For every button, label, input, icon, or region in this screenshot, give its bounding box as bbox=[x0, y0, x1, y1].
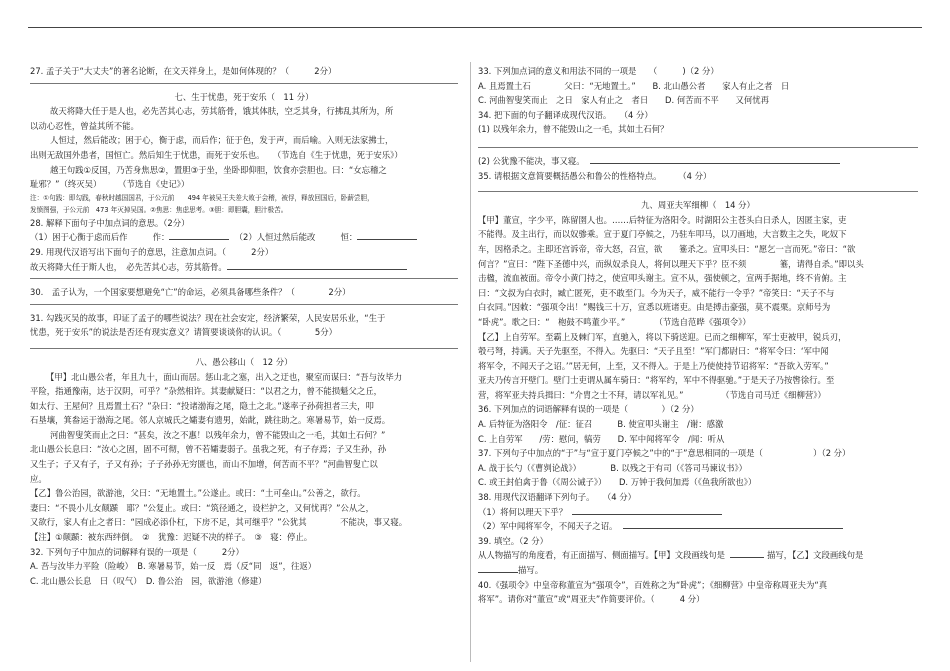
answer-line bbox=[478, 147, 918, 148]
question-31-line: 忧患，死于安乐”的说法是否还有现实意义？请简要谈谈你的认识。（ 5分） bbox=[30, 327, 337, 338]
passage-line: 河曲智叟笑而止之曰：“甚矣，汝之不惠！以残年余力，曾不能毁山之一毛，其如土石何？” bbox=[50, 429, 386, 440]
question-29: 29. 用现代汉语写出下面句子的意思，注意加点词。（ 2分） bbox=[30, 246, 274, 257]
question-36: 36. 下列加点的词语解释有误的一项是（ ）（2 分） bbox=[478, 404, 699, 415]
passage-line: 彀弓弩，持满。天子先驱至，不得入。先驱曰：“天子且至！”军门都尉曰：“将军令曰：‘军中闻 bbox=[478, 346, 829, 357]
passage-line: “卧虎”。歌之曰：“ 枹鼓不鸣董少平。” （节选自范晔《强项令》） bbox=[478, 316, 751, 327]
question-34-item-2: (2) 公犹豫不能决，事又寝。 bbox=[478, 155, 585, 166]
question-36-options-cd: C. 上自劳军 /劳：慰问，犒劳 D. 军中闻将军令 /闻：听从 bbox=[478, 433, 725, 444]
left-column bbox=[30, 64, 458, 588]
q28-item-1: （1）困于心衡于虑而后作 作： bbox=[30, 232, 170, 243]
question-33-options-cd: C. 河曲智叟笑而止 之日 家人有止之 者日 D. 何苦而不平 又何忧再 bbox=[478, 95, 769, 106]
passage-line: 妻曰：“不畏小儿女颠踬 耶？”公复止。或曰：“筑径通之，设栏护之，又何忧再？”公从之， bbox=[30, 502, 374, 513]
question-34: 34. 把下面的句子翻译成现代汉语。 （4 分） bbox=[478, 109, 653, 120]
passage-line: 曰：“文叔为白衣时，臧亡匿死，吏不敢至门。今为天子，威不能行一令乎？”帝笑曰：“天子不与 bbox=[478, 287, 835, 298]
answer-line bbox=[30, 348, 458, 349]
column-divider bbox=[470, 62, 471, 662]
passage-line: 又生子；子又有子，子又有孙；子子孙孙无穷匮也，而山不加增，何苦而不平？”河曲智叟亡以 bbox=[30, 459, 378, 470]
question-33-options-ab: A. 且焉置土石 父曰：“无地置土。” B. 北山愚公者 家人有止之者 日 bbox=[478, 80, 790, 91]
passage-line: 【甲】董宣，字少平，陈留圉人也。……后特征为洛阳令。时湖阳公主苍头白日杀人，因匿主家，吏 bbox=[478, 214, 847, 225]
question-37-options-cd: C. 或王封伯禽于鲁（《周公诫子》） D. 万钟于我何加焉（《鱼我所欲也》） bbox=[478, 477, 757, 488]
question-30: 30. 孟子认为，一个国家要想避免“亡”的命运，必须具备哪些条件？（ 2分） bbox=[30, 287, 351, 298]
passage-line: 平险，指通豫南，达于汉阴，可乎？”杂然相许。其妻献疑曰：“以君之力，曾不能损魁父之丘， bbox=[30, 386, 383, 397]
question-29-sentence bbox=[30, 260, 458, 275]
question-35: 35. 请根据文意简要概括愚公和鲁公的性格特点。 （4 分） bbox=[478, 170, 712, 181]
question-32: 32. 下列句子中加点的词解释有误的一项是（ 2分） bbox=[30, 546, 244, 557]
footnote-line: 发愤图强，于公元前 473 年灭掉吴国。②焦思：焦虑思考。③胆：即胆囊，胆汁极苦。 bbox=[30, 205, 288, 214]
question-38-item-2: （2）军中闻将军令，不闻天子之诏。 bbox=[478, 521, 618, 532]
answer-blank[interactable] bbox=[478, 563, 518, 573]
question-38-item-1-row bbox=[478, 505, 918, 520]
question-28-items bbox=[30, 230, 458, 245]
answer-blank[interactable] bbox=[730, 548, 764, 558]
question-27: 27. 孟子关于“大丈夫”的著名论断，在文天祥身上，是如何体现的？（ 2分） bbox=[30, 66, 337, 76]
passage-line: 将军令，不闻天子之诏。’”居无何，上至，又不得入。于是上乃使使持节诏将军：“吾欲入劳军。” bbox=[478, 360, 829, 371]
footnote-line: 注：①句践：即勾践，春秋时越国国君，于公元前 494 年被吴王夫差大败于会稽，被俘，释放回国后，卧薪尝胆， bbox=[30, 193, 374, 202]
q39-end: 描写。 bbox=[518, 565, 544, 575]
question-33: 33. 下列加点词的意义和用法不同的一项是 （ )（2 分） bbox=[478, 66, 719, 76]
question-40-line: 将军”。请你对“董宣”或“周亚夫”作简要评价。（ 4 分） bbox=[478, 594, 705, 605]
question-34-item-1: (1) 以残年余力，曾不能毁山之一毛，其如土石何？ bbox=[478, 124, 669, 135]
answer-blank[interactable] bbox=[590, 154, 840, 164]
question-31-line: 31. 勾践灭吴的故事，印证了孟子的哪些说法？现在社会安定，经济繁荣，人民安居乐业，“生于 bbox=[30, 312, 386, 323]
passage-line: 又欲行，家人有止之者曰：“园成必添仆杠，下房不足，其可继乎？”公犹其 不能决，事又寝。 bbox=[30, 517, 408, 528]
question-32-options-ab: A. 吾与汝毕力平险（险峻） B. 寒暑易节，始一反 焉（反“同 返”，往返） bbox=[30, 561, 317, 572]
passage-line: 故天将降大任于是人也，必先苦其心志，劳其筋骨，饿其体肤，空乏其身，行拂乱其所为，所 bbox=[50, 106, 394, 117]
q29-sentence-text: 故天将降大任于斯人也， 必先苦其心志，劳其筋骨。 bbox=[30, 261, 227, 272]
passage-line: 何言？”宣曰：“陛下圣德中兴，而纵奴杀良人，将何以理天下乎？臣不须 箠，请得自杀。”即以头 bbox=[478, 258, 864, 269]
passage-line: 耻邪？”（终灭吴） （节选自《史记》） bbox=[30, 179, 190, 190]
q39-mid: 描写，【乙】文段画线句是 bbox=[767, 550, 864, 561]
answer-blank[interactable] bbox=[169, 230, 229, 240]
section-9-title: 九、周亚夫军细柳（ 14 分） bbox=[641, 200, 755, 211]
question-38-item-2-row bbox=[478, 519, 918, 534]
section-8-title: 八、愚公移山（ 12 分） bbox=[195, 356, 293, 367]
question-39: 39. 填空。（2 分） bbox=[478, 535, 549, 546]
answer-line bbox=[478, 191, 918, 192]
passage-line: 【乙】鲁公治园，欲游池，父曰：“无地置土。”公遂止。或曰：“土可垒山。”公善之，欲行。 bbox=[30, 488, 366, 499]
passage-line: 以动心忍性，曾益其所不能。 bbox=[30, 120, 139, 131]
passage-line: 【乙】上自劳军。至霸上及棘门军，直驰入，将以下骑送迎。已而之细柳军，军士吏被甲，锐兵刃， bbox=[478, 331, 847, 342]
section-7-title: 七、生于忧患，死于安乐（ 11 分） bbox=[174, 91, 314, 102]
passage-line: 出则无敌国外患者，国恒亡。然后知生于忧患，而死于安乐也。 （节选自《生于忧患，死于安乐》） bbox=[30, 149, 403, 160]
passage-line: 【甲】北山愚公者，年且九十，面山而居。惩山北之塞，出入之迂也，聚室而谋曰：“吾与汝毕力 bbox=[46, 371, 403, 382]
passage-line: 越王句践①反国，乃苦身焦思②，置胆③于坐，坐卧即仰胆，饮食亦尝胆也。曰：“女忘稽之 bbox=[50, 164, 387, 175]
right-column bbox=[478, 64, 918, 607]
passage-line: 营，将军亚夫持兵揖曰：“介胄之士不拜，请以军礼见。” （节选自司马迁《细柳营》） bbox=[478, 389, 826, 400]
q39-text: 从人物描写的角度看，有正面描写、侧面描写。【甲】文段画线句是 bbox=[478, 550, 726, 561]
passage-line: 石垦壤，箕畚运于渤海之尾。邻人京城氏之孀妻有遗男，始龀，跳往助之。寒暑易节，始一反焉。 bbox=[30, 415, 391, 426]
question-34-item-2-row bbox=[478, 154, 918, 169]
passage-line: 如太行、王屋何？且焉置土石？”杂曰：“投诸渤海之尾，隐土之北。”遂率子孙荷担者三夫，叩 bbox=[30, 400, 374, 411]
question-37-options-ab: A. 战于长勺（《曹刿论战》） B. 以残之于有司（《答司马谏议书》） bbox=[478, 462, 747, 473]
passage-line: 人恒过，然后能改；困于心，衡于虑，而后作；征于色，发于声，而后喻。入则无法家拂士， bbox=[50, 135, 394, 146]
question-39-end-row bbox=[478, 563, 918, 578]
question-32-options-cd: C. 北山愚公长息 曰（叹气） D. 鲁公治 园，欲游池（修建） bbox=[30, 575, 267, 586]
question-38: 38. 用现代汉语翻译下列句子。 （4 分） bbox=[478, 492, 636, 503]
answer-blank[interactable] bbox=[357, 230, 417, 240]
question-37: 37. 下列句子中加点的“于”与“宣于夏门亭候之”中的“于”意思相同的一项是（ ）（2 分） bbox=[478, 448, 851, 459]
passage-line: 应。 bbox=[30, 473, 47, 484]
passage-line: 亚夫乃传言开壁门。壁门士吏谓从属车骑曰：“将军约，军中不得驱驰。”于是天子乃按辔徐行。至 bbox=[478, 375, 835, 386]
passage-line: 车，因格杀之。主即还宫诉帝，帝大怒，召宣，欲 箠杀之。宣叩头曰：“愿乞一言而死。”帝曰：“欲 bbox=[478, 243, 856, 254]
question-36-options-ab: A. 后特征为洛阳令 /征：征召 B. 使宣叩头谢主 /谢：感激 bbox=[478, 419, 724, 430]
answer-line bbox=[30, 83, 458, 84]
passage-line: 不能得。及主出行，而以奴骖乘。宣于夏门亭候之，乃驻车叩马，以刀画地，大言数主之失，叱奴下 bbox=[478, 229, 847, 240]
answer-blank[interactable] bbox=[572, 505, 722, 515]
passage-line: 【注】①颠踬：被东西绊倒。 ② 犹豫：迟疑不决的样子。 ③ 寝：停止。 bbox=[30, 532, 313, 543]
question-39-text-row bbox=[478, 548, 918, 563]
question-38-item-1: （1）将何以理天下乎？ bbox=[478, 506, 568, 517]
question-28: 28. 解释下面句子中加点词的意思。（2分） bbox=[30, 217, 190, 228]
question-40-line: 40.《强项令》中皇帝称董宣为“强项令”，百姓称之为“卧虎”；《细柳营》中皇帝称周亚夫为“真 bbox=[478, 579, 828, 590]
passage-line: 白衣同。”因敕：“强项令出！”赐钱三十万，宣悉以班诸吏。由是搏击豪强，莫不震栗。京师号为 bbox=[478, 302, 831, 313]
passage-line: 击楹，流血被面。帝令小黄门持之，使宣叩头谢主。宣不从，强使顿之，宣两手据地，终不肯俯。主 bbox=[478, 273, 847, 284]
answer-line bbox=[30, 304, 458, 305]
answer-blank[interactable] bbox=[623, 519, 843, 529]
answer-blank[interactable] bbox=[227, 260, 407, 270]
top-rule bbox=[28, 27, 922, 28]
q28-item-2: （2）人恒过然后能改 恒： bbox=[234, 232, 358, 243]
answer-line bbox=[30, 278, 458, 279]
passage-line: 北山愚公长息曰：“汝心之固，固不可彻，曾不若孀妻弱子。虽我之死，有子存焉；子又生孙，孙 bbox=[30, 444, 387, 455]
